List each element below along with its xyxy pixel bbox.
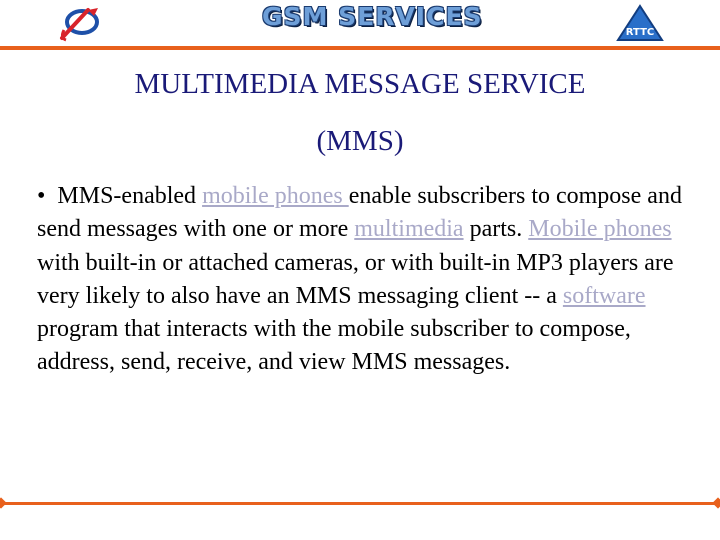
body-text-segment: with built-in or attached cameras, or with built-in MP3 players are very likely to also have an MMS messaging client -- a [37,249,674,309]
bsnl-logo-icon [58,4,104,44]
body-text-segment: enable subscribers to compose and send messages with one or more [37,183,682,243]
slide-subtitle: (MMS) [316,125,404,157]
footer-right-marker [712,497,720,508]
footer-left-marker [0,497,7,508]
body-text-segment: program that interacts with the mobile subscriber to compose, address, send, receive, and view MMS messages. [37,316,631,376]
footer-divider [0,502,720,505]
bullet-paragraph [37,180,697,380]
hyperlink[interactable]: Mobile phones [528,216,672,243]
bullet-marker: • [37,183,46,209]
hyperlink[interactable]: mobile phones [202,183,349,209]
hyperlink[interactable]: multimedia [354,216,464,243]
rttc-logo-text: RTTC [625,27,655,38]
bullet-text [37,183,682,375]
body-text-segment: parts. [463,216,529,243]
body-text-segment: MMS-enabled [57,183,203,209]
header-divider [0,46,720,50]
header-title: GSM SERVICES [262,2,483,31]
slide-title: MULTIMEDIA MESSAGE SERVICE [134,68,586,100]
hyperlink[interactable]: software [562,282,646,309]
rttc-logo-icon [615,4,665,42]
